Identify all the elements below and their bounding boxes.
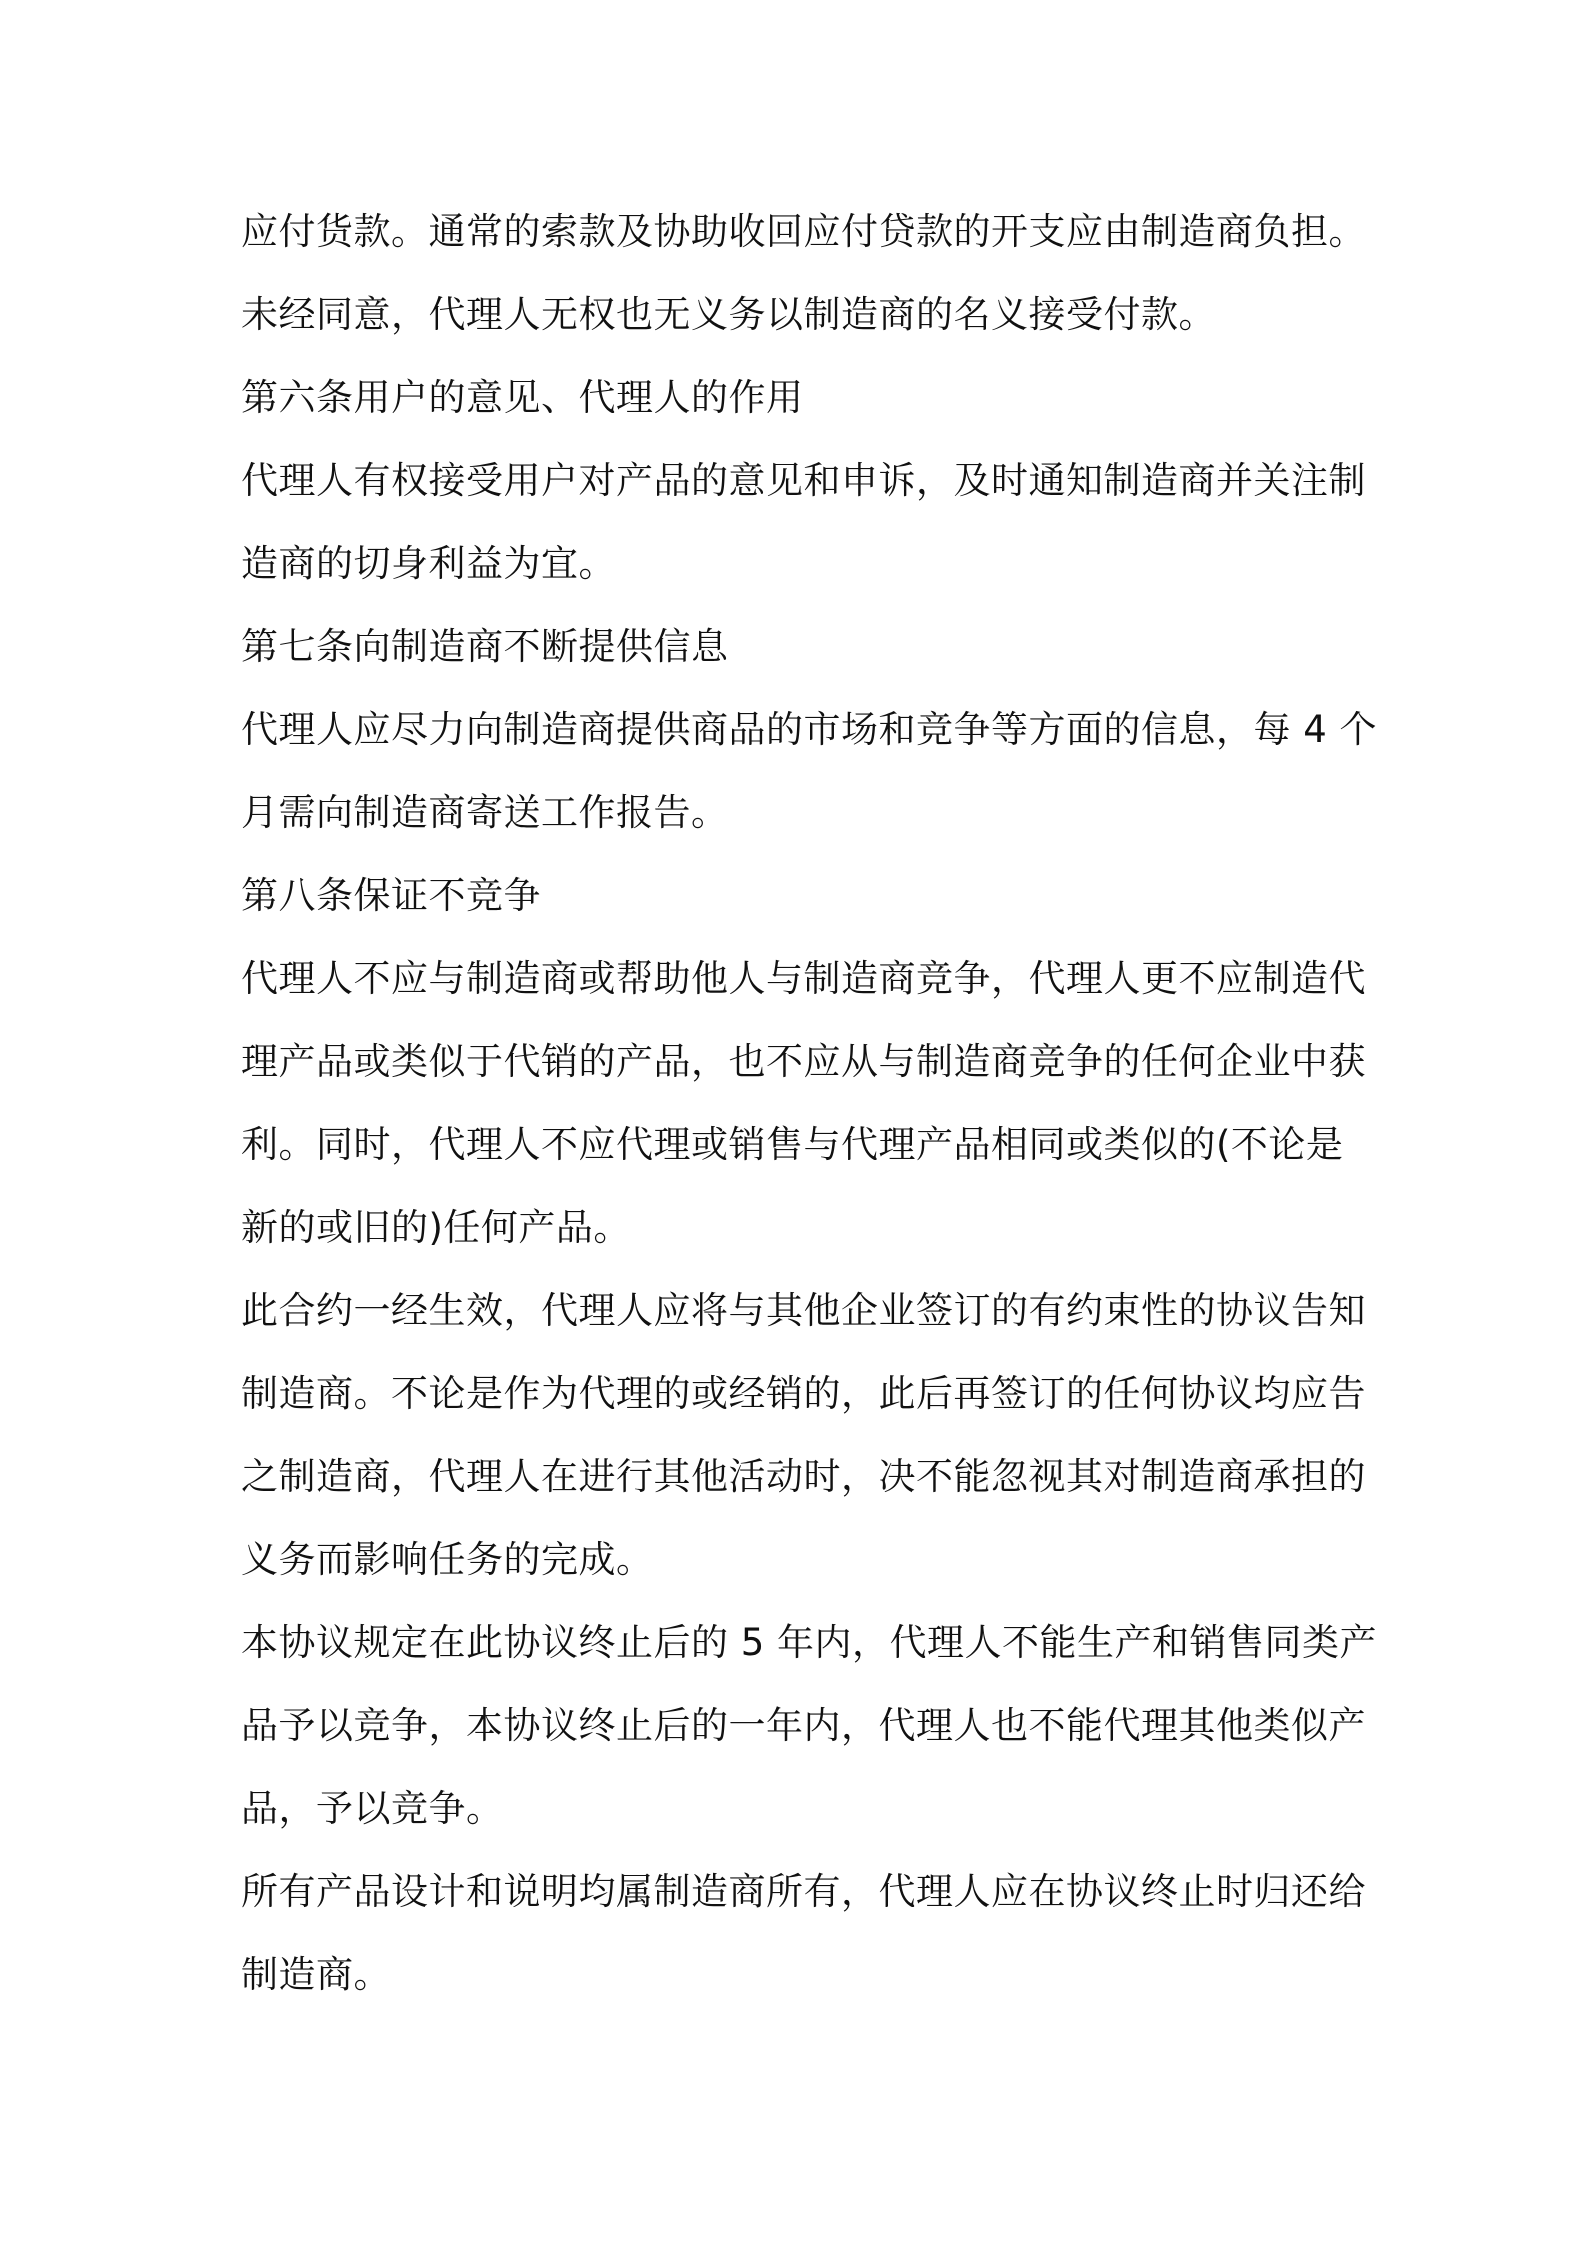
text-line: 代理人有权接受用户对产品的意见和申诉，及时通知制造商并关注制 [241, 459, 1366, 502]
text-line: 利。同时，代理人不应代理或销售与代理产品相同或类似的(不论是 [241, 1123, 1344, 1166]
section-heading-article-7: 第七条向制造商不断提供信息 [241, 625, 729, 668]
text-line: 本协议规定在此协议终止后的 5 年内，代理人不能生产和销售同类产 [241, 1621, 1378, 1664]
section-heading-article-8: 第八条保证不竞争 [241, 874, 541, 917]
text-line: 义务而影响任务的完成。 [241, 1538, 654, 1581]
section-heading-article-6: 第六条用户的意见、代理人的作用 [241, 376, 804, 419]
text-line: 品，予以竞争。 [241, 1787, 504, 1830]
text-line: 制造商。 [241, 1953, 391, 1996]
text-line: 品予以竞争，本协议终止后的一年内，代理人也不能代理其他类似产 [241, 1704, 1366, 1747]
text-line: 之制造商，代理人在进行其他活动时，决不能忽视其对制造商承担的 [241, 1455, 1366, 1498]
text-line: 未经同意，代理人无权也无义务以制造商的名义接受付款。 [241, 293, 1216, 336]
text-line: 造商的切身利益为宜。 [241, 542, 616, 585]
text-line: 月需向制造商寄送工作报告。 [241, 791, 729, 834]
text-line: 制造商。不论是作为代理的或经销的，此后再签订的任何协议均应告 [241, 1372, 1366, 1415]
text-line: 应付货款。通常的索款及协助收回应付贷款的开支应由制造商负担。 [241, 210, 1366, 253]
document-body [241, 190, 1378, 2016]
text-line: 理产品或类似于代销的产品，也不应从与制造商竞争的任何企业中获 [241, 1040, 1366, 1083]
text-line: 所有产品设计和说明均属制造商所有，代理人应在协议终止时归还给 [241, 1870, 1366, 1913]
text-line: 此合约一经生效，代理人应将与其他企业签订的有约束性的协议告知 [241, 1289, 1366, 1332]
text-line: 新的或旧的)任何产品。 [241, 1206, 631, 1249]
text-line: 代理人不应与制造商或帮助他人与制造商竞争，代理人更不应制造代 [241, 957, 1366, 1000]
text-line: 代理人应尽力向制造商提供商品的市场和竞争等方面的信息，每 4 个 [241, 708, 1378, 751]
